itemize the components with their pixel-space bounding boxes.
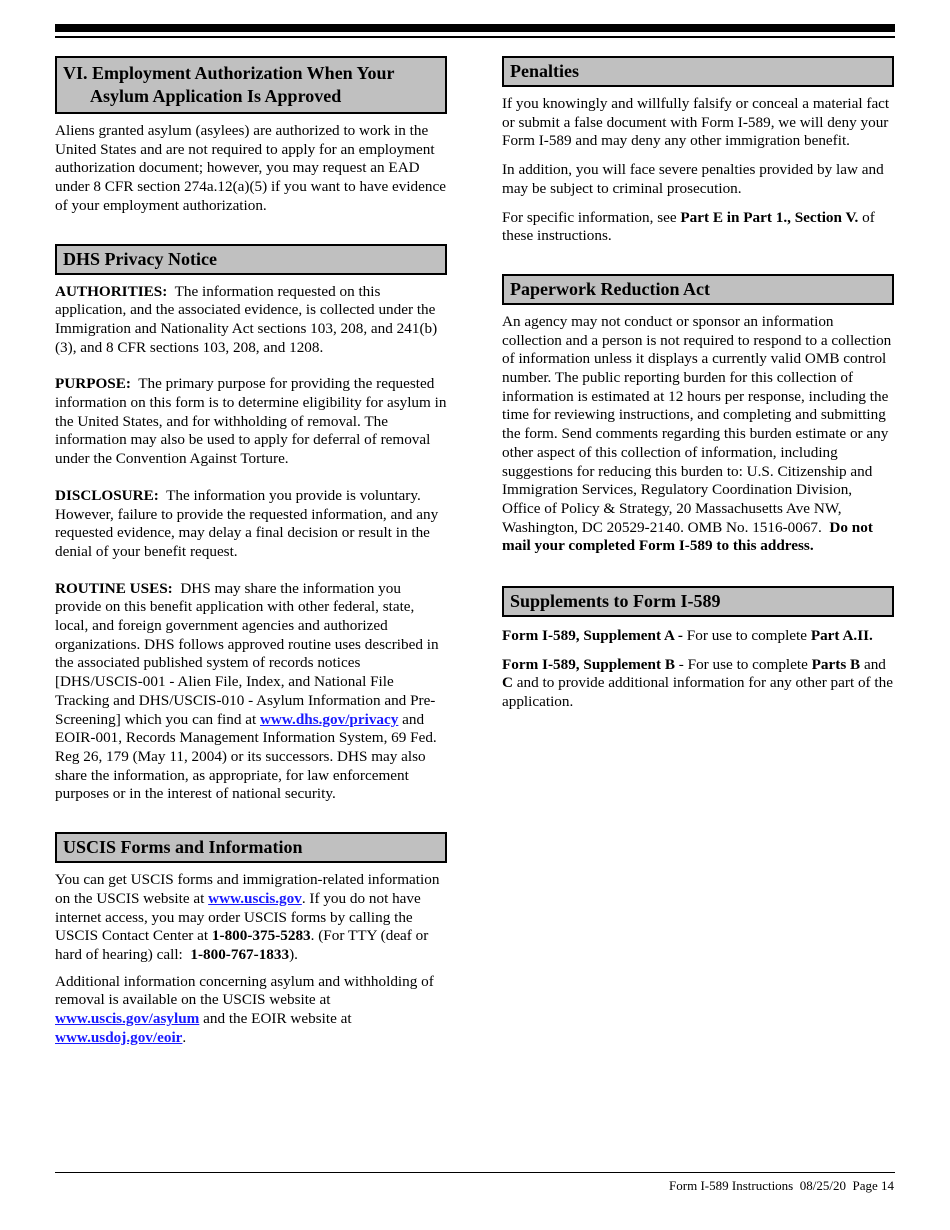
employment-authorization-heading [55,56,447,114]
supplement-a-paragraph [502,627,894,646]
purpose-paragraph [55,375,447,469]
disclosure-paragraph [55,487,447,562]
footer-rule [55,1172,895,1173]
employment-heading-line2: Asylum Application Is Approved [90,86,342,106]
forms-p1-d: ). [289,945,298,963]
penalties-p3-b: of these instructions. [502,208,875,245]
supplement-b-and: and [863,655,886,673]
purpose-label: PURPOSE: [55,375,131,393]
routine-uses-text-2: and EOIR-001, Records Management Information System, 69 Fed. Reg 26, 179 (May 11, 2004) or its successors. DHS may also share the information, as appropriate, for law enforcement purposes or in the interest of national security. [55,710,437,803]
forms-p2-c: . [182,1028,187,1046]
top-rule-thin [55,36,895,38]
forms-p1-b: . If you do not have internet access, you may order USCIS forms by calling the USCIS Contact Center at [55,889,421,945]
supplements-heading: Supplements to Form I-589 [502,586,894,617]
supplement-b-label: Form I-589, Supplement B [502,655,675,673]
uscis-forms-paragraph-1 [55,871,447,965]
penalties-heading: Penalties [502,56,894,87]
employment-body: Aliens granted asylum (asylees) are authorized to work in the United States and are not required to apply for an employment authorization document; however, you may request an EAD under 8 CFR section 274a.12(a)(5) if you want to have evidence of your employment authorization. [55,122,446,214]
authorities-text: The information requested on this application, and the associated evidence, is collected under the Immigration and Nationality Act sections 103, 208, and 241(b)(3), and 8 CFR sections 103, 208, and 1208. [55,282,438,356]
disclosure-label: DISCLOSURE: [55,486,159,504]
uscis-website-link[interactable]: www.uscis.gov [208,889,302,907]
forms-p1-a: You can get USCIS forms and immigration-related information on the USCIS website at [55,871,440,907]
penalties-p3-bold: Part E in Part 1., Section V. [680,208,859,226]
forms-p2-b: and the EOIR website at [203,1010,352,1028]
employment-heading-line1: VI. Employment Authorization When Your [63,63,395,83]
disclosure-text: The information you provide is voluntary. However, failure to provide the requested information, and any requested evidence, may delay a final decision or result in the denial of your benefit request. [55,486,439,560]
paperwork-body-bold: Do not mail your completed Form I-589 to this address. [502,518,873,555]
penalties-p3-a: For specific information, see [502,208,677,226]
authorities-label: AUTHORITIES: [55,282,168,300]
penalties-paragraph-3 [502,209,894,246]
footer-page-info: Form I-589 Instructions 08/25/20 Page 14 [669,1178,894,1193]
uscis-forms-heading: USCIS Forms and Information [55,832,447,863]
supplement-a-label: Form I-589, Supplement A - [502,627,683,645]
left-column [55,56,447,1047]
uscis-asylum-link[interactable]: www.uscis.gov/asylum [55,1010,200,1028]
penalties-paragraph-1: If you knowingly and willfully falsify or conceal a material fact or submit a false document with Form I-589, we will deny your Form I-589 and may deny any other immigration benefit. [502,95,890,150]
supplement-a-text: For use to complete [686,627,808,645]
uscis-forms-paragraph-2 [55,973,447,1048]
forms-p2-a: Additional information concerning asylum and withholding of removal is available on the USCIS website at [55,972,434,1009]
supplement-b-c: C [502,674,513,692]
forms-p1-c: . (For TTY (deaf or hard of hearing) call: [55,927,429,963]
authorities-paragraph [55,283,447,358]
routine-uses-paragraph [55,580,447,804]
supplement-b-text-1: - For use to complete [678,655,808,673]
purpose-text: The primary purpose for providing the requested information on this form is to determine eligibility for asylum in the United States, and for withholding of removal. The information may also be used to apply for deferral of removal under the Convention Against Torture. [55,375,447,468]
routine-uses-text-1: DHS may share the information you provide on this benefit application with other federal, state, local, and foreign government agencies and authorized organizations. DHS follows approved routine uses described in the associated published system of records notices [DHS/USCIS-001 - Alien File, Index, and National File Tracking and DHS/USCIS-010 - Asylum Information and Pre-Screening] which you can find at [55,579,439,728]
privacy-notice-heading: DHS Privacy Notice [55,244,447,275]
eoir-website-link[interactable]: www.usdoj.gov/eoir [55,1028,183,1046]
supplement-b-parts: Parts B [811,655,861,673]
penalties-paragraph-2: In addition, you will face severe penalties provided by law and may be subject to criminal prosecution. [502,161,884,197]
supplement-b-text-2: and to provide additional information for any other part of the application. [502,674,893,711]
right-column [502,56,894,712]
supplement-a-part: Part A.II. [810,627,873,645]
dhs-privacy-link[interactable]: www.dhs.gov/privacy [259,710,399,728]
paperwork-reduction-heading: Paperwork Reduction Act [502,274,894,305]
top-rule-thick [55,24,895,32]
routine-uses-label: ROUTINE USES: [55,579,173,597]
tty-phone: 1-800-767-1833 [190,945,290,963]
paperwork-body [502,313,894,556]
paperwork-body-text: An agency may not conduct or sponsor an information collection and a person is not required to respond to a collection of information unless it displays a currently valid OMB control number. The public reporting burden for this collection of information is estimated at 12 hours per response, including the time for reviewing instructions, and completing and submitting the form. Send comments regarding this burden estimate or any other aspect of this collection of information, including suggestions for reducing this burden to: U.S. Citizenship and Immigration Services, Regulatory Coordination Division, Office of Policy & Strategy, 20 Massachusetts Ave NW, Washington, DC 20529-2140. OMB No. 1516-0067. [502,312,892,536]
contact-center-phone: 1-800-375-5283 [211,927,311,945]
supplement-b-paragraph [502,656,894,712]
